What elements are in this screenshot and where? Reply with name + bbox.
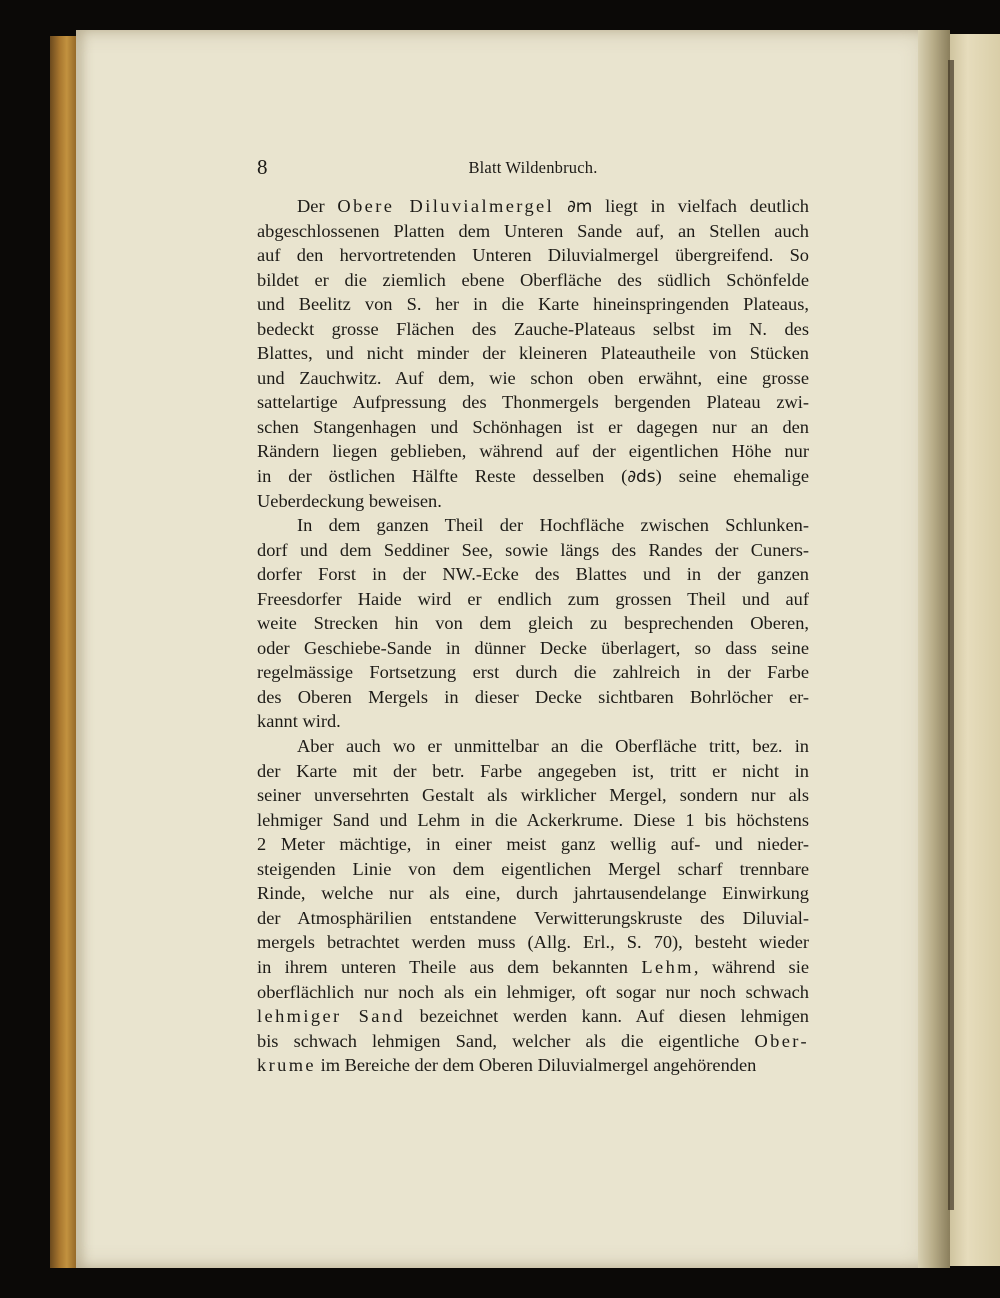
text-line — [257, 268, 809, 293]
text-run: und Zauchwitz. Auf dem, wie schon oben erwähnt, eine grosse — [257, 367, 809, 388]
text-run: und Beelitz von S. her in die Karte hineinspringenden Plateaus, — [257, 294, 809, 315]
text-run: auf den hervortretenden Unteren Diluvialmergel übergreifend. So — [257, 245, 809, 266]
running-title: Blatt Wildenbruch. — [468, 158, 598, 177]
text-run: 2 Meter mächtige, in einer meist ganz wellig auf- und nieder- — [257, 834, 809, 855]
text-line — [257, 906, 809, 931]
text-line — [257, 734, 809, 759]
text-run: Rändern liegen geblieben, während auf der eigentlichen Höhe nur — [257, 441, 809, 462]
text-line — [257, 538, 809, 563]
text-line — [257, 366, 809, 391]
spaced-term: lehmiger Sand — [257, 1006, 405, 1027]
book-spine — [50, 36, 78, 1268]
text-line — [257, 709, 809, 734]
text-run: abgeschlossenen Platten dem Unteren Sande auf, an Stellen auch — [257, 220, 809, 241]
text-line — [257, 489, 809, 514]
text-line — [257, 464, 809, 489]
text-line — [257, 832, 809, 857]
text-line — [257, 194, 809, 219]
text-run: im Bereiche der dem Oberen Diluvialmergel angehörenden — [315, 1055, 757, 1076]
text-line — [257, 513, 809, 538]
text-line — [257, 808, 809, 833]
text-line — [257, 685, 809, 710]
text-run: ) seine ehemalige — [655, 466, 809, 487]
text-line — [257, 415, 809, 440]
text-line — [257, 611, 809, 636]
text-run: der Atmosphärilien entstandene Verwitterungskruste des Diluvial- — [257, 907, 809, 928]
text-run: in der östlichen Hälfte Reste desselben ( — [257, 466, 628, 487]
text-run: bis schwach lehmigen Sand, welcher als die eigentliche — [257, 1030, 755, 1051]
text-line — [257, 759, 809, 784]
spaced-term: Lehm — [641, 956, 694, 977]
text-line — [257, 1004, 809, 1029]
body-text — [257, 194, 809, 1078]
text-line — [257, 292, 809, 317]
text-run: weite Strecken hin von dem gleich zu besprechenden Oberen, — [257, 613, 809, 634]
text-line — [257, 1029, 809, 1054]
text-line — [257, 243, 809, 268]
text-run: oder Geschiebe-Sande in dünner Decke überlagert, so dass seine — [257, 637, 809, 658]
next-page-shadow — [948, 60, 954, 1210]
text-line — [257, 783, 809, 808]
text-run — [554, 196, 567, 216]
spaced-term: krume — [257, 1055, 316, 1076]
text-line — [257, 636, 809, 661]
text-run: des Oberen Mergels in dieser Decke sichtbaren Bohrlöcher er- — [257, 686, 809, 707]
page-number: 8 — [257, 155, 268, 179]
text-line — [257, 660, 809, 685]
text-run: oberflächlich nur noch als ein lehmiger, oft sogar nur noch schwach — [257, 981, 809, 1002]
text-run: Freesdorfer Haide wird er endlich zum grossen Theil und auf — [257, 588, 809, 609]
text-run: steigenden Linie von dem eigentlichen Mergel scharf trennbare — [257, 858, 809, 879]
text-run: Ueberdeckung beweisen. — [257, 490, 442, 511]
text-line — [257, 930, 809, 955]
text-run: Blattes, und nicht minder der kleineren Plateautheile von Stücken — [257, 343, 809, 364]
page-header — [257, 155, 809, 183]
text-run: Rinde, welche nur als eine, durch jahrtausendelange Einwirkung — [257, 883, 809, 904]
page-gutter — [918, 30, 950, 1268]
text-run: in ihrem unteren Theile aus dem bekannten — [257, 956, 642, 977]
text-line — [257, 857, 809, 882]
text-line — [257, 562, 809, 587]
text-run: der Karte mit der betr. Farbe angegeben ist, tritt er nicht in — [257, 760, 809, 781]
text-run: seiner unversehrten Gestalt als wirklicher Mergel, sondern nur als — [257, 785, 809, 806]
text-line — [257, 955, 809, 980]
text-run: liegt in vielfach deutlich — [592, 196, 810, 216]
text-run: bedeckt grosse Flächen des Zauche-Plateaus selbst im N. des — [257, 318, 809, 339]
text-run: kannt wird. — [257, 711, 341, 732]
text-run: dorfer Forst in der NW.-Ecke des Blattes und in der ganzen — [257, 564, 809, 585]
text-line — [257, 980, 809, 1005]
text-run: lehmiger Sand und Lehm in die Ackerkrume. Diese 1 bis höchstens — [257, 809, 809, 830]
text-line — [257, 317, 809, 342]
text-line — [257, 1053, 809, 1078]
spaced-term: Obere Diluvialmergel — [337, 196, 555, 216]
next-page-edge — [950, 34, 1000, 1266]
text-line — [257, 341, 809, 366]
map-symbol: ∂ds — [627, 467, 656, 488]
text-run: Der — [297, 196, 338, 216]
text-line — [257, 219, 809, 244]
text-line — [257, 587, 809, 612]
spaced-term: Ober- — [754, 1030, 809, 1051]
text-line — [257, 439, 809, 464]
text-run: In dem ganzen Theil der Hochfläche zwischen Schlunken- — [297, 515, 809, 536]
text-line — [257, 881, 809, 906]
text-run: schen Stangenhagen und Schönhagen ist er dagegen nur an den — [257, 416, 809, 437]
map-symbol: ∂m — [566, 197, 593, 217]
text-run: bildet er die ziemlich ebene Oberfläche des südlich Schönfelde — [257, 269, 809, 290]
text-line — [257, 390, 809, 415]
text-run: bezeichnet werden kann. Auf diesen lehmigen — [405, 1006, 809, 1027]
text-run: , während sie — [693, 956, 809, 977]
text-run: Aber auch wo er unmittelbar an die Oberfläche tritt, bez. in — [297, 736, 809, 757]
text-run: mergels betrachtet werden muss (Allg. Erl., S. 70), besteht wieder — [257, 932, 809, 953]
text-run: regelmässige Fortsetzung erst durch die zahlreich in der Farbe — [257, 662, 809, 683]
text-run: dorf und dem Seddiner See, sowie längs des Randes der Cuners- — [257, 539, 809, 560]
text-run: sattelartige Aufpressung des Thonmergels bergenden Plateau zwi- — [257, 392, 809, 413]
